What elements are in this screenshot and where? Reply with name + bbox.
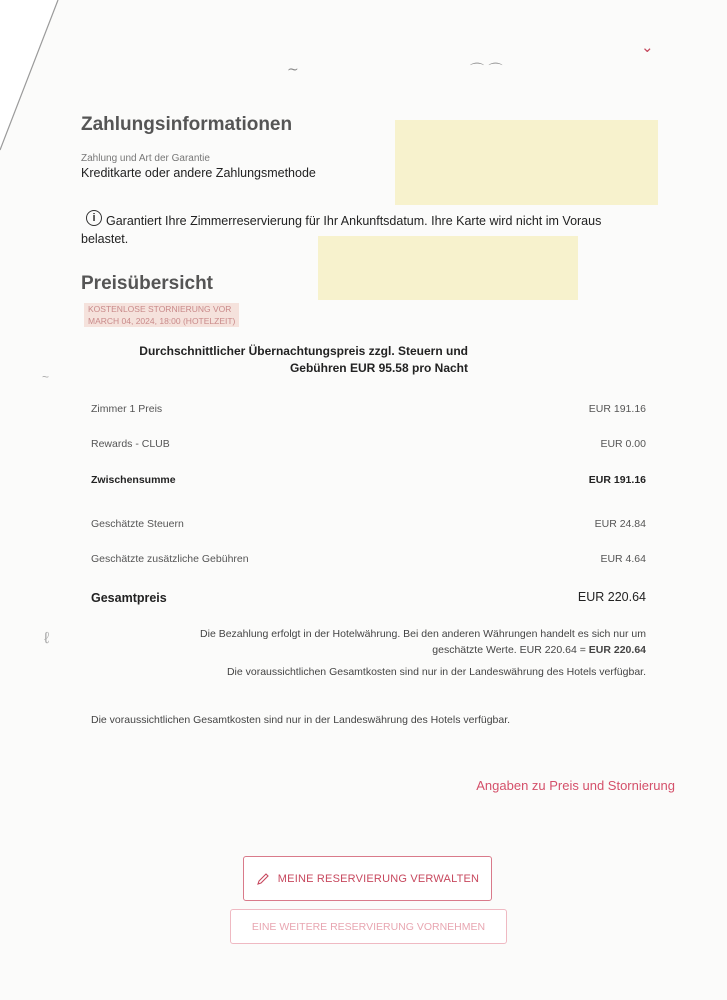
handwriting-mark: ⌒ ⌒ [470, 63, 503, 79]
new-reservation-button[interactable] [230, 909, 507, 944]
guarantee-text: Garantiert Ihre Zimmerreservierung für Ihr Ankunftsdatum. Ihre Karte wird nicht im Voraus belastet. [81, 214, 602, 246]
pencil-icon [256, 872, 270, 886]
cancellation-line-2: MARCH 04, 2024, 18:00 (HOTELZEIT) [88, 316, 236, 326]
taxes-value: EUR 24.84 [594, 518, 646, 530]
price-cancellation-link[interactable]: Angaben zu Preis und Stornierung [476, 778, 675, 793]
currency-note-line-1: Die Bezahlung erfolgt in der Hotelwährung. Bei den anderen Währungen handelt es sich nur um [200, 628, 646, 640]
price-overview-heading: Preisübersicht [81, 273, 213, 294]
total-price-value: EUR 220.64 [577, 590, 646, 604]
average-line-2: Gebühren EUR 95.58 pro Nacht [289, 361, 468, 375]
free-cancellation-note [84, 303, 239, 327]
average-line-1: Durchschnittlicher Übernachtungspreis zzgl. Steuern und [139, 344, 468, 358]
fees-label: Geschätzte zusätzliche Gebühren [91, 553, 249, 565]
currency-note [200, 626, 646, 658]
info-icon: i [86, 210, 102, 226]
room-price-value: EUR 191.16 [588, 403, 646, 415]
fees-value: EUR 4.64 [600, 553, 646, 565]
converted-total: EUR 220.64 [588, 644, 646, 656]
payment-method-value: Kreditkarte oder andere Zahlungsmethode [81, 166, 316, 180]
currency-note-line-2: geschätzte Werte. EUR 220.64 = [432, 644, 589, 656]
rewards-label: Rewards - CLUB [91, 438, 170, 450]
manage-reservation-button[interactable] [243, 856, 492, 901]
payment-heading: Zahlungsinformationen [81, 114, 293, 135]
cancellation-line-1: KOSTENLOSE STORNIERUNG VOR [88, 304, 232, 314]
guarantee-type-label: Zahlung und Art der Garantie [81, 153, 210, 164]
new-reservation-label: EINE WEITERE RESERVIERUNG VORNEHMEN [251, 920, 486, 933]
page-corner-fold [0, 0, 60, 160]
subtotal-label: Zwischensumme [91, 474, 176, 486]
scan-speck: ~ [42, 370, 50, 384]
scan-speck: ℓ [44, 630, 50, 647]
local-currency-note-wide: Die voraussichtlichen Gesamtkosten sind nur in der Landeswährung des Hotels verfügbar. [91, 714, 511, 726]
rewards-value: EUR 0.00 [600, 438, 646, 450]
subtotal-value: EUR 191.16 [588, 474, 646, 486]
average-nightly-rate [100, 343, 468, 377]
chevron-down-icon[interactable]: ⌄ [641, 39, 654, 56]
local-currency-note: Die voraussichtlichen Gesamtkosten sind nur in der Landeswährung des Hotels verfügbar. [226, 666, 646, 678]
total-price-label: Gesamtpreis [91, 591, 167, 605]
taxes-label: Geschätzte Steuern [91, 518, 184, 530]
manage-reservation-label: MEINE RESERVIERUNG VERWALTEN [277, 872, 480, 885]
handwriting-mark: ~ [287, 62, 299, 78]
room-price-label: Zimmer 1 Preis [91, 403, 163, 415]
sticky-note-redaction [395, 120, 658, 205]
